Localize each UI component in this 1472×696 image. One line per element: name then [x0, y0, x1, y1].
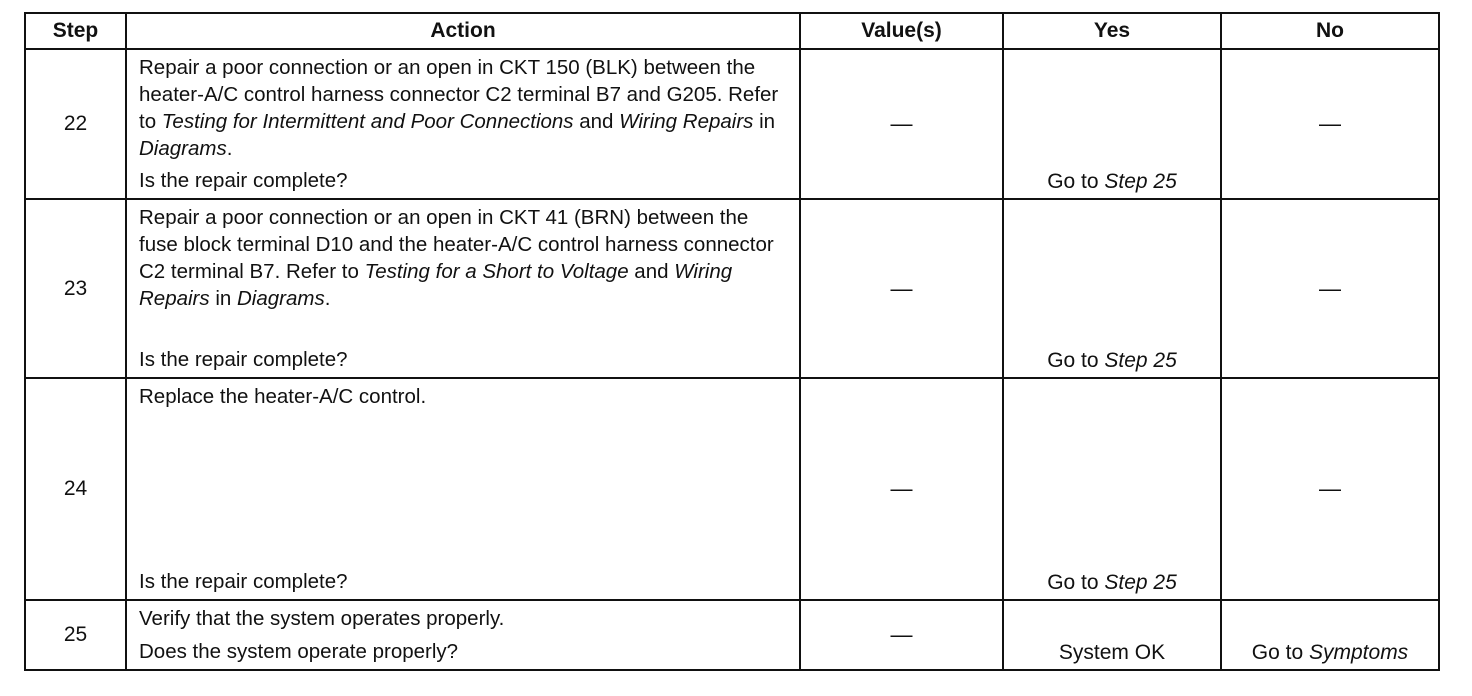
action-text [127, 379, 799, 410]
action-segment: Verify that the system operates properly. [139, 607, 505, 630]
action-segment: Replace the heater-A/C control. [139, 385, 427, 408]
action-segment: Repair a poor connection or an open in CKT 41 (BRN) between the fuse block terminal D10 and the heater-A/C control harness connector C2 terminal B7. Refer to [139, 206, 774, 283]
value-cell: — [800, 600, 1003, 670]
action-cell [126, 378, 800, 600]
reference-link[interactable]: Diagrams [237, 287, 325, 310]
action-segment: Repair a poor connection or an open in CKT 150 (BLK) between the heater-A/C control harness connector C2 terminal B7 and G205. Refer to [139, 56, 779, 133]
reference-link[interactable]: Wiring Repairs [139, 260, 733, 310]
no-cell: — [1221, 378, 1439, 600]
action-segment: in [209, 287, 237, 310]
reference-link[interactable]: Testing for Intermittent and Poor Connections [161, 110, 574, 133]
action-segment: . [226, 137, 233, 160]
table-row-step-25 [25, 600, 1439, 670]
yes-prefix: Go to [1047, 571, 1105, 594]
action-segment: . [324, 287, 331, 310]
action-text [127, 50, 799, 162]
yes-cell [1003, 378, 1221, 600]
value-cell: — [800, 49, 1003, 199]
action-cell [126, 600, 800, 670]
no-cell: — [1221, 49, 1439, 199]
step-number: 23 [25, 199, 126, 378]
value-cell: — [800, 378, 1003, 600]
yes-prefix: Go to [1047, 349, 1105, 372]
no-prefix: Go to [1251, 641, 1309, 664]
action-segment: in [753, 110, 776, 133]
action-question: Does the system operate properly? [139, 640, 459, 663]
action-question: Is the repair complete? [139, 348, 348, 371]
action-text [127, 601, 799, 632]
no-cell: — [1221, 199, 1439, 378]
yes-step-link[interactable]: Step 25 [1104, 349, 1177, 372]
table-row-step-23 [25, 199, 1439, 378]
diagnostic-table [24, 12, 1440, 671]
action-question: Is the repair complete? [139, 570, 348, 593]
header-no: No [1221, 13, 1439, 49]
no-symptoms-link[interactable]: Symptoms [1309, 641, 1409, 664]
step-number: 24 [25, 378, 126, 600]
yes-prefix: Go to [1047, 170, 1105, 193]
action-question: Is the repair complete? [139, 169, 348, 192]
step-number: 25 [25, 600, 126, 670]
action-segment: and [628, 260, 675, 283]
action-cell [126, 49, 800, 199]
action-cell [126, 199, 800, 378]
value-cell: — [800, 199, 1003, 378]
header-step: Step [25, 13, 126, 49]
header-row [25, 13, 1439, 49]
yes-cell [1003, 600, 1221, 670]
header-yes: Yes [1003, 13, 1221, 49]
yes-step-link[interactable]: Step 25 [1104, 170, 1177, 193]
reference-link[interactable]: Testing for a Short to Voltage [364, 260, 629, 283]
reference-link[interactable]: Diagrams [139, 137, 227, 160]
no-cell [1221, 600, 1439, 670]
action-text [127, 200, 799, 312]
yes-result: System OK [1058, 641, 1166, 664]
header-action: Action [126, 13, 800, 49]
yes-cell [1003, 199, 1221, 378]
table-row-step-24 [25, 378, 1439, 600]
yes-cell [1003, 49, 1221, 199]
header-values: Value(s) [800, 13, 1003, 49]
action-segment: and [573, 110, 620, 133]
table-row-step-22 [25, 49, 1439, 199]
yes-step-link[interactable]: Step 25 [1104, 571, 1177, 594]
step-number: 22 [25, 49, 126, 199]
reference-link[interactable]: Wiring Repairs [619, 110, 754, 133]
